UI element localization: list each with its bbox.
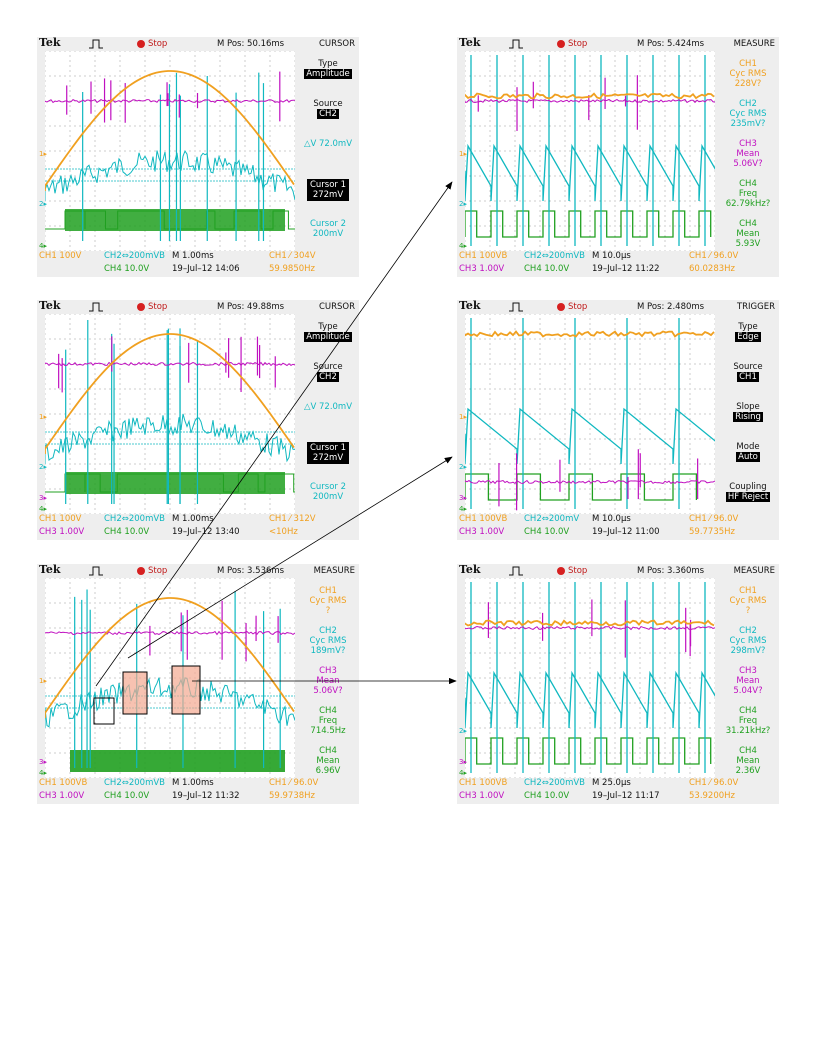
side-menu-item-title: CH1 Cyc RMS bbox=[309, 586, 347, 606]
footer-freq: 59.9738Hz bbox=[269, 791, 316, 801]
side-menu-item-value: HF Reject bbox=[727, 492, 769, 502]
run-status: Stop bbox=[568, 566, 588, 576]
ch1-ground-marker: 1▸ bbox=[459, 150, 467, 158]
side-menu-item-title: CH4 Mean bbox=[736, 746, 760, 766]
side-menu-item-title: CH4 Freq bbox=[738, 706, 758, 726]
footer-trig: CH1 ⁄ 304V bbox=[269, 251, 316, 261]
menu-mode-title: CURSOR bbox=[318, 302, 355, 312]
side-menu-item-title: CH4 Mean bbox=[316, 746, 340, 766]
footer-ch2: CH2⇔200mVB bbox=[524, 778, 586, 788]
run-status: Stop bbox=[148, 302, 168, 312]
side-menu-item-value: 235mV? bbox=[730, 119, 766, 129]
side-menu-item-title: Source bbox=[733, 362, 763, 372]
menu-mode-title: TRIGGER bbox=[736, 302, 775, 312]
side-menu-item-title: CH4 Mean bbox=[736, 219, 760, 239]
side-menu-item-value: 31.21kHz? bbox=[725, 726, 771, 736]
footer-ch1: CH1 100VB bbox=[459, 514, 508, 524]
footer-ch3: CH3 1.00V bbox=[459, 791, 505, 801]
side-menu-item-title: CH3 Mean bbox=[316, 666, 340, 686]
side-menu-item-value: 714.5Hz bbox=[310, 726, 346, 736]
side-menu-item-value: Cursor 1 272mV bbox=[307, 179, 349, 201]
side-menu-item-title: CH1 Cyc RMS bbox=[729, 59, 767, 79]
main-position: M Pos: 50.16ms bbox=[217, 39, 285, 49]
menu-mode-title: MEASURE bbox=[733, 39, 775, 49]
footer-ch3: CH3 1.00V bbox=[39, 527, 85, 537]
main-position: M Pos: 3.536ms bbox=[217, 566, 285, 576]
menu-mode-title: MEASURE bbox=[733, 566, 775, 576]
side-menu-item-value: 2.36V bbox=[735, 766, 761, 776]
footer-date: 19–Jul–12 11:22 bbox=[592, 264, 660, 274]
side-menu-item-value: 298mV? bbox=[730, 646, 766, 656]
footer-ch2: CH2⇔200mVB bbox=[104, 514, 166, 524]
footer-freq: 59.9850Hz bbox=[269, 264, 316, 274]
footer-trig: CH1 ⁄ 96.0V bbox=[689, 514, 739, 524]
ch4-ground-marker: 4▸ bbox=[39, 769, 47, 777]
side-menu-item-value: 228V? bbox=[734, 79, 762, 89]
ch4-ground-marker: 4▸ bbox=[459, 242, 467, 250]
ch1-ground-marker: 1▸ bbox=[39, 413, 47, 421]
ch3-ground-marker: 3▸ bbox=[459, 494, 467, 502]
side-menu-item-title: Cursor 2 bbox=[309, 482, 347, 492]
side-menu-item-title: Type bbox=[738, 322, 758, 332]
run-status: Stop bbox=[148, 39, 168, 49]
footer-ch2: CH2⇔200mVB bbox=[104, 778, 166, 788]
ch3-ground-marker: 3▸ bbox=[39, 494, 47, 502]
ch4-ground-marker: 4▸ bbox=[39, 242, 47, 250]
footer-time: M 10.0μs bbox=[592, 514, 631, 524]
side-menu-item-title: Mode bbox=[736, 442, 760, 452]
side-menu-item-title: CH2 Cyc RMS bbox=[729, 99, 767, 119]
footer-time: M 1.00ms bbox=[172, 251, 214, 261]
footer-ch3: CH3 1.00V bbox=[459, 527, 505, 537]
footer-time: M 1.00ms bbox=[172, 514, 214, 524]
footer-freq: 60.0283Hz bbox=[689, 264, 736, 274]
side-menu-item-value: Cursor 1 272mV bbox=[307, 442, 349, 464]
side-menu-item-title: CH3 Mean bbox=[736, 666, 760, 686]
footer-ch4: CH4 10.0V bbox=[104, 527, 150, 537]
side-menu-item-value: 200mV bbox=[312, 492, 344, 502]
side-menu-item-value: 6.96V bbox=[315, 766, 341, 776]
side-menu-item-value: CH1 bbox=[739, 372, 757, 382]
side-menu-item-value: ? bbox=[325, 606, 331, 616]
ch2-ground-marker: 2▸ bbox=[459, 727, 467, 735]
ch2-ground-marker: 2▸ bbox=[459, 200, 467, 208]
footer-ch2: CH2⇔200mVB bbox=[104, 251, 166, 261]
run-status: Stop bbox=[568, 39, 588, 49]
ch3-ground-marker: 3▸ bbox=[39, 758, 47, 766]
main-position: M Pos: 3.360ms bbox=[637, 566, 705, 576]
side-menu-item-title: CH4 Freq bbox=[738, 179, 758, 199]
brand-logo: Tek bbox=[459, 563, 481, 576]
side-menu-item-title: CH2 Cyc RMS bbox=[309, 626, 347, 646]
arrow-to-measure-1 bbox=[96, 182, 452, 686]
footer-trig: CH1 ⁄ 96.0V bbox=[269, 778, 319, 788]
footer-ch1: CH1 100VB bbox=[39, 778, 88, 788]
side-menu-item-value: 189mV? bbox=[310, 646, 346, 656]
ch4-ground-marker: 4▸ bbox=[459, 505, 467, 513]
side-menu-item-title: Source bbox=[313, 362, 343, 372]
footer-ch3: CH3 1.00V bbox=[39, 791, 85, 801]
brand-logo: Tek bbox=[459, 299, 481, 312]
footer-ch1: CH1 100V bbox=[39, 514, 82, 524]
footer-time: M 10.0μs bbox=[592, 251, 631, 261]
side-menu-item-value: 5.93V bbox=[735, 239, 761, 249]
footer-date: 19–Jul–12 11:00 bbox=[592, 527, 660, 537]
ch3-ground-marker: 3▸ bbox=[459, 758, 467, 766]
ch4-ground-marker: 4▸ bbox=[39, 505, 47, 513]
side-menu-item-title: CH2 Cyc RMS bbox=[729, 626, 767, 646]
menu-mode-title: MEASURE bbox=[313, 566, 355, 576]
main-position: M Pos: 5.424ms bbox=[637, 39, 705, 49]
footer-time: M 1.00ms bbox=[172, 778, 214, 788]
side-menu-item-title: Coupling bbox=[729, 482, 767, 492]
footer-ch4: CH4 10.0V bbox=[524, 791, 570, 801]
footer-freq: 59.7735Hz bbox=[689, 527, 736, 537]
side-menu-item-value: CH2 bbox=[319, 372, 337, 382]
footer-trig: CH1 ⁄ 96.0V bbox=[689, 251, 739, 261]
footer-date: 19–Jul–12 11:32 bbox=[172, 791, 240, 801]
brand-logo: Tek bbox=[39, 36, 61, 49]
footer-freq: <10Hz bbox=[269, 527, 298, 537]
footer-ch1: CH1 100VB bbox=[459, 251, 508, 261]
side-menu-item-title: CH4 Freq bbox=[318, 706, 338, 726]
footer-trig: CH1 ⁄ 312V bbox=[269, 514, 316, 524]
footer-date: 19–Jul–12 13:40 bbox=[172, 527, 240, 537]
footer-date: 19–Jul–12 14:06 bbox=[172, 264, 240, 274]
main-position: M Pos: 49.88ms bbox=[217, 302, 285, 312]
side-menu-item-value: Edge bbox=[737, 332, 759, 342]
footer-ch2: CH2⇔200mV bbox=[524, 514, 580, 524]
side-menu-item-value: 5.06V? bbox=[313, 686, 343, 696]
arrow-to-trigger bbox=[128, 457, 452, 658]
side-menu-item-value: △V 72.0mV bbox=[303, 139, 353, 149]
side-menu-item-value: Auto bbox=[738, 452, 758, 462]
ch2-ground-marker: 2▸ bbox=[459, 463, 467, 471]
footer-time: M 25.0μs bbox=[592, 778, 631, 788]
footer-ch4: CH4 10.0V bbox=[104, 791, 150, 801]
footer-ch1: CH1 100VB bbox=[459, 778, 508, 788]
footer-ch4: CH4 10.0V bbox=[524, 527, 570, 537]
ch2-ground-marker: 2▸ bbox=[39, 200, 47, 208]
side-menu-item-title: Slope bbox=[736, 402, 760, 412]
ch1-ground-marker: 1▸ bbox=[39, 150, 47, 158]
side-menu-item-title: CH1 Cyc RMS bbox=[729, 586, 767, 606]
brand-logo: Tek bbox=[39, 299, 61, 312]
menu-mode-title: CURSOR bbox=[318, 39, 355, 49]
side-menu-item-value: Amplitude bbox=[306, 69, 350, 79]
side-menu-item-title: Cursor 2 bbox=[309, 219, 347, 229]
side-menu-item-value: 62.79kHz? bbox=[725, 199, 771, 209]
brand-logo: Tek bbox=[459, 36, 481, 49]
footer-trig: CH1 ⁄ 96.0V bbox=[689, 778, 739, 788]
side-menu-item-title: Type bbox=[318, 59, 338, 69]
brand-logo: Tek bbox=[39, 563, 61, 576]
footer-date: 19–Jul–12 11:17 bbox=[592, 791, 660, 801]
ch1-ground-marker: 1▸ bbox=[459, 413, 467, 421]
side-menu-item-value: ? bbox=[745, 606, 751, 616]
side-menu-item-title: Type bbox=[318, 322, 338, 332]
footer-ch2: CH2⇔200mVB bbox=[524, 251, 586, 261]
footer-ch4: CH4 10.0V bbox=[524, 264, 570, 274]
ch2-ground-marker: 2▸ bbox=[39, 463, 47, 471]
side-menu-item-title: CH3 Mean bbox=[736, 139, 760, 159]
side-menu-item-value: 5.04V? bbox=[733, 686, 763, 696]
side-menu-item-title: Source bbox=[313, 99, 343, 109]
footer-ch1: CH1 100V bbox=[39, 251, 82, 261]
footer-ch4: CH4 10.0V bbox=[104, 264, 150, 274]
side-menu-item-value: 200mV bbox=[312, 229, 344, 239]
side-menu-item-value: △V 72.0mV bbox=[303, 402, 353, 412]
footer-freq: 53.9200Hz bbox=[689, 791, 736, 801]
side-menu-item-value: Amplitude bbox=[306, 332, 350, 342]
footer-ch3: CH3 1.00V bbox=[459, 264, 505, 274]
main-position: M Pos: 2.480ms bbox=[637, 302, 705, 312]
side-menu-item-value: 5.06V? bbox=[733, 159, 763, 169]
side-menu-item-value: CH2 bbox=[319, 109, 337, 119]
run-status: Stop bbox=[148, 566, 168, 576]
ch1-ground-marker: 1▸ bbox=[39, 677, 47, 685]
ch4-ground-marker: 4▸ bbox=[459, 769, 467, 777]
side-menu-item-value: Rising bbox=[735, 412, 761, 422]
run-status: Stop bbox=[568, 302, 588, 312]
